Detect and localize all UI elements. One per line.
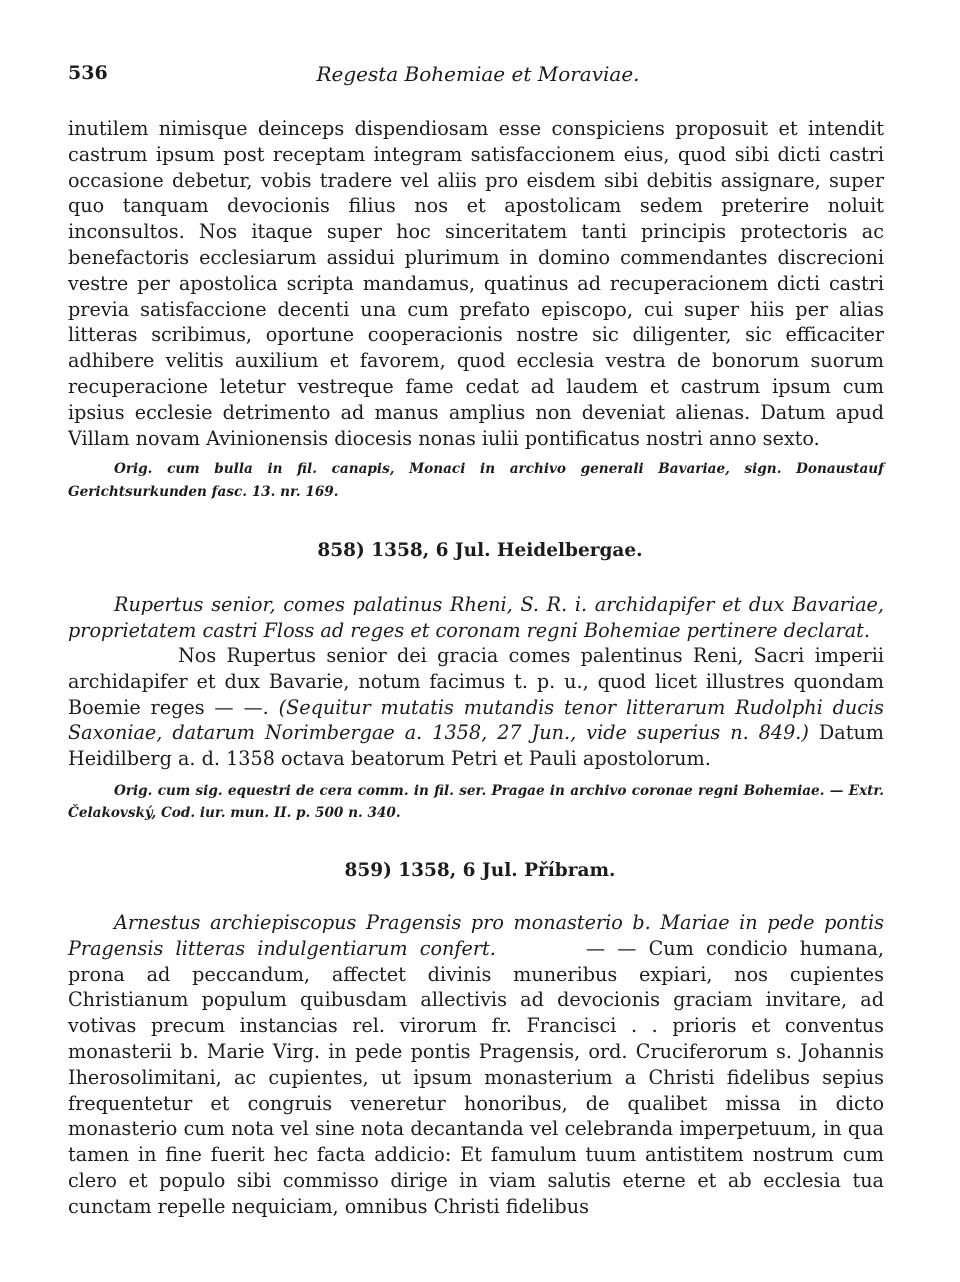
- document-text-858: [68, 643, 884, 772]
- entry-858: [68, 592, 884, 825]
- running-title: Regesta Bohemiae et Moraviae.: [316, 62, 640, 86]
- document-text-858-start: Nos Rupertus senior dei gracia comes palentinus Reni, Sacri imperii archidapifer et dux Bavarie, notum facimus t. p. u., quod licet illustres quondam Boemie reges — —.: [68, 644, 884, 719]
- source-note-858: Orig. cum sig. equestri de cera comm. in fil. ser. Pragae in archivo coronae regni Bohemiae. — Extr. Čelakovský, Cod. iur. mun. II. p. 500 n. 340.: [68, 782, 884, 822]
- entry-859: [68, 910, 884, 1220]
- page-number: 536: [68, 62, 108, 84]
- entry-heading-859: 859) 1358, 6 Jul. Příbram.: [344, 860, 616, 881]
- regest-859: Arnestus archiepiscopus Pragensis pro monasterio b. Mariae in pede pontis Pragensis litteras indulgentiarum confert.: [68, 911, 884, 960]
- continuation-text: [68, 116, 884, 451]
- document-body-859: — — Cum condicio humana, prona ad peccandum, affectet divinis muneribus expiari, nos cupientes Christianum populum quibusdam allectivis ad devocionis graciam invitare, ad votivas precum instancias rel. virorum fr. Francisci . . prioris et conventus monasterii b. Marie Virg. in pede pontis Pragensis, ord. Cruciferorum s. Johannis Iherosolimitani, ac cupientes, ut ipsum monasterium a Christi fidelibus sepius frequentetur et congruis veneretur honoribus, de qualibet missa in dicto monasterio cum nota vel sine nota decantanda vel celebranda imperpetuum, in qua tamen in fine fuerit hec facta addicio: Et famulum tuum antistitem nostrum cum clero et populo sibi commisso dirige in viam salutis eterne et ab ecclesia tua cunctam repelle nequiciam, omnibus Christi fidelibus: [68, 936, 884, 1218]
- entry-heading-858: 858) 1358, 6 Jul. Heidelbergae.: [317, 540, 643, 561]
- regest-858: Rupertus senior, comes palatinus Rheni, S. R. i. archidapifer et dux Bavariae, proprietatem castri Floss ad reges et coronam regni Bohemiae pertinere declarat.: [68, 593, 884, 642]
- page-header: [68, 62, 888, 92]
- editorial-remark-858: (Sequitur mutatis mutandis tenor litterarum Rudolphi ducis Saxoniae, datarum Norimbergae a. 1358, 27 Jun., vide superius n. 849.): [68, 695, 884, 745]
- continuation-source-note-block: [68, 458, 884, 503]
- continuation-body: inutilem nimisque deinceps dispendiosam esse conspiciens proposuit et intendit castrum ipsum post receptam integram satisfaccionem eius, quod sibi dicti castri occasione debetur, vobis tradere vel aliis pro eisdem sibi debitis assignare, super quo tanquam devocionis filius nos et apostolicam sedem preterire noluit inconsultos. Nos itaque super hoc sinceritatem tanti principis protectoris ac benefactoris ecclesiarum assidui plurimum in domino commendantes discrecioni vestre per apostolica scripta mandamus, quatinus ad recuperacionem dicti castri previa satisfaccione decenti una cum prefato episcopo, cui super hiis per alias litteras scribimus, oportune cooperacionis nostre sic diligenter, sic efficaciter adhibere velitis auxilium et favorem, quod ecclesia vestra de bonorum suorum recuperacione letetur vestreque fame cedat ad laudem et castrum ipsum cum ipsius ecclesie detrimento ad manus amplius non deveniat alienas. Datum apud Villam novam Avinionensis diocesis nonas iulii pontificatus nostri anno sexto.: [68, 117, 884, 450]
- document-text-858-end: Datum Heidilberg a. d. 1358 octava beatorum Petri et Pauli apostolorum.: [68, 721, 885, 771]
- document-text-859: [68, 910, 884, 1220]
- source-note: Orig. cum bulla in fil. canapis, Monaci in archivo generali Bavariae, sign. Donaustauf Gerichtsurkunden fasc. 13. nr. 169.: [68, 461, 884, 500]
